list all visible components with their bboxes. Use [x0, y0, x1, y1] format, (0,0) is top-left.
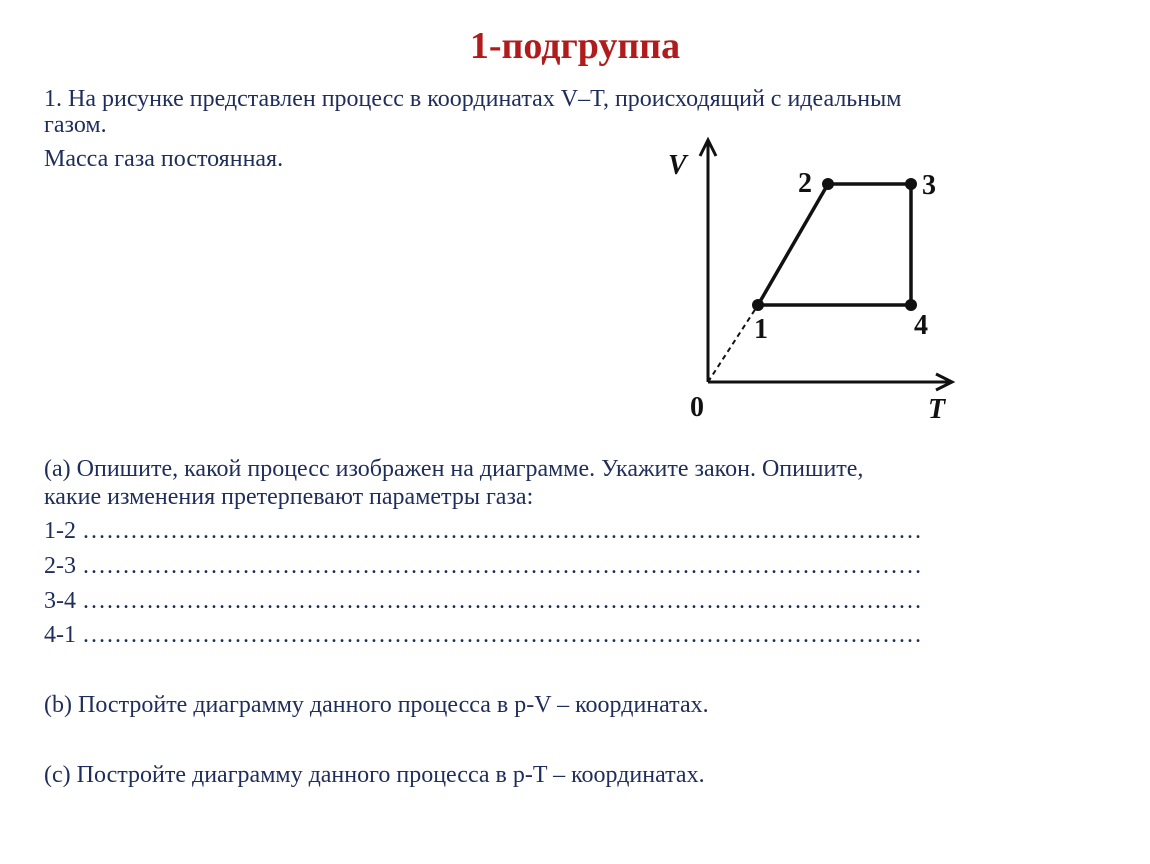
question-line-1: 1. На рисунке представлен процесс в координатах V–T, происходящий с идеальным: [44, 86, 902, 112]
answer-dots[interactable]: ……………………………………………………………………………………………: [82, 553, 922, 579]
v-axis-label: V: [668, 150, 687, 181]
process-1-2: [758, 184, 828, 305]
answer-dots[interactable]: ……………………………………………………………………………………………: [82, 518, 922, 544]
answer-row-3-4: [44, 588, 922, 614]
answer-row-2-3: [44, 553, 922, 579]
answer-label: 2-3: [44, 553, 76, 579]
answer-row-1-2: [44, 518, 922, 544]
part-b: (b) Постройте диаграмму данного процесса в p-V – координатах.: [44, 692, 709, 718]
answer-dots[interactable]: ……………………………………………………………………………………………: [82, 622, 922, 648]
dashed-extension: [708, 305, 758, 382]
part-a-line-1: (а) Опишите, какой процесс изображен на диаграмме. Укажите закон. Опишите,: [44, 456, 864, 482]
part-c: (c) Постройте диаграмму данного процесса в p-T – координатах.: [44, 762, 705, 788]
question-line-3: Масса газа постоянная.: [44, 146, 284, 172]
point-1: [752, 299, 764, 311]
point-4-label: 4: [914, 310, 928, 341]
answer-label: 4-1: [44, 622, 76, 648]
vt-diagram: [650, 130, 970, 430]
point-2-label: 2: [798, 168, 812, 199]
point-2: [822, 178, 834, 190]
answer-label: 1-2: [44, 518, 76, 544]
point-3-label: 3: [922, 170, 936, 201]
answer-dots[interactable]: ……………………………………………………………………………………………: [82, 588, 922, 614]
question-line-2: газом.: [44, 112, 107, 138]
part-a-line-2: какие изменения претерпевают параметры газа:: [44, 484, 534, 510]
origin-label: 0: [690, 392, 704, 423]
answer-label: 3-4: [44, 588, 76, 614]
t-axis-label: T: [928, 394, 946, 425]
point-3: [905, 178, 917, 190]
point-1-label: 1: [754, 314, 768, 345]
answer-row-4-1: [44, 622, 922, 648]
slide-title: 1-подгруппа: [469, 25, 681, 67]
